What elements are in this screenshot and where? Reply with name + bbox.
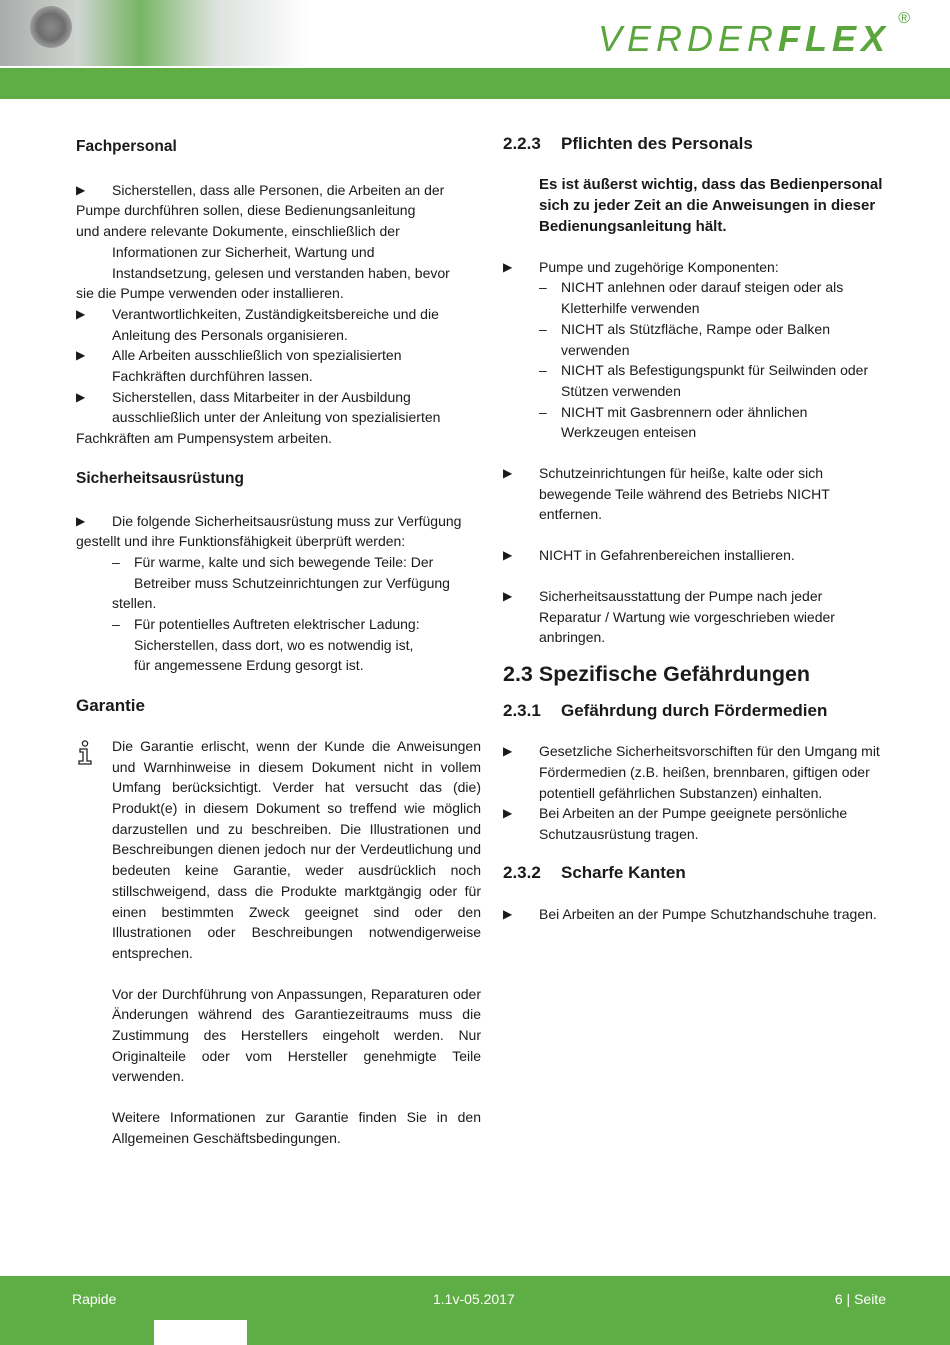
list-item: – Für warme, kalte und sich bewegende Teile: Der	[112, 553, 434, 570]
triangle-right-icon: ▶	[503, 744, 513, 759]
list-item: ▶ Pumpe und zugehörige Komponenten:	[503, 257, 898, 278]
triangle-right-icon: ▶	[76, 389, 86, 404]
triangle-right-icon: ▶	[503, 259, 513, 274]
footer-product: Rapide	[72, 1291, 117, 1307]
section-heading-2-2-3: 2.2.3 Pflichten des Personals	[503, 134, 753, 153]
pump-photo	[0, 0, 310, 66]
list-item: – NICHT anlehnen oder darauf steigen oder als Kletterhilfe verwenden	[539, 279, 844, 317]
section-title-sicherheit: Sicherheitsausrüstung	[76, 469, 244, 487]
triangle-right-icon: ▶	[76, 513, 86, 528]
important-notice: Es ist äußerst wichtig, dass das Bedienpersonal sich zu jeder Zeit an die Anweisungen in dieser Bedienungsanleitung hält.	[539, 175, 883, 235]
list-item: ▶ Alle Arbeiten ausschließlich von spezialisierten Fachkräften durchführen lassen.	[76, 347, 402, 385]
list-item: ▶ Sicherheitsausstattung der Pumpe nach jeder Reparatur / Wartung wie vorgeschrieben wieder anbringen.	[503, 587, 835, 646]
list-item: ▶ Sicherstellen, dass alle Personen, die Arbeiten an der	[76, 180, 481, 201]
page-footer	[0, 1276, 950, 1345]
registered-mark: ®	[898, 10, 910, 27]
section-heading-2-3-2: 2.3.2 Scharfe Kanten	[503, 862, 686, 882]
list-item: ▶ Sicherstellen, dass Mitarbeiter in der Ausbildung	[76, 387, 481, 408]
left-column: Fachpersonal ▶ Sicherstellen, dass alle Personen, die Arbeiten an der Pumpe durchführen sollen, diese Bedienungsanleitung und andere relevante Dokumente, einschließlich der Informationen zur Sicherheit, Wartung und Instandsetzung, gelesen und verstanden haben, bevor sie die Pumpe verwenden oder installieren. ▶ Verantwortlichkeiten, Zuständigkeitsbereiche und die Anleitung des Personals organisieren. ▶ Alle Arbeiten ausschließlich von spezialisierten Fachkräften durchführen lassen. ▶ Sicherstellen, dass Mitarbeiter in der Ausbildung ausschließlich unter der Anleitung von spezialisierten Fachkräften am Pumpensystem arbeiten. Sicherheitsausrüstung ▶ Die folgende Sicherheitsausrüstung muss zur Verfügung gestellt und ihre Funktionsfähigkeit überprüft werden: – Für warme, kalte und sich bewegende Teile: Der Betreiber muss Schutzeinrichtungen zur Verfügung stellen. – Für potentielles Auftreten elektrischer Ladung: Sicherstellen, dass dort, wo es notwendig ist, für angemessene Erdung gesorgt ist. Garantie Die Garantie erlischt, wenn der Kunde die Anweisungen und Warnhinweise in diesem Dokument nicht in vollem Umfang berücksichtigt. Verder hat versucht das (die) Produkt(e) in diesem Dokument so treffend wie möglich darzustellen und zu beschreiben. Die Illustrationen und Beschreibungen dienen jedoch nur der Verdeutlichung und bedeuten keine Garantie, weder ausdrücklich noch stillschweigend, dass die Produkte marktgängig oder für einen bestimmten Zweck geeignet sind oder den Illustrationen oder Beschreibungen notwendigerweise entsprechen. Vor der Durchführung von Anpassungen, Reparaturen oder Änderungen während des Garantiezeitraums muss die Zustimmung des Herstellers eingeholt werden. Nur Originalteile oder vom Hersteller genehmigte Teile verwenden. Weitere Informationen zur Garantie finden Sie in den Allgemeinen Geschäftsbedingungen.	[76, 138, 481, 1146]
triangle-right-icon: ▶	[503, 548, 513, 563]
footer-page-number: 6 | Seite	[834, 1291, 886, 1307]
right-column	[503, 134, 898, 924]
section-heading-2-3-1: 2.3.1 Gefährdung durch Fördermedien	[503, 700, 828, 720]
section-title-fachpersonal: Fachpersonal	[76, 138, 177, 155]
list-item: ▶ Die folgende Sicherheitsausrüstung muss zur Verfügung	[76, 511, 481, 532]
motor-image	[30, 6, 72, 48]
triangle-right-icon: ▶	[76, 348, 86, 363]
list-item: ▶ NICHT in Gefahrenbereichen installieren.	[503, 545, 898, 566]
page-header	[0, 0, 950, 66]
footer-tab	[154, 1320, 247, 1345]
header-green-bar	[0, 68, 950, 99]
triangle-right-icon: ▶	[503, 806, 513, 821]
info-icon	[76, 740, 96, 766]
triangle-right-icon: ▶	[76, 182, 86, 197]
section-title-garantie: Garantie	[76, 696, 145, 716]
list-item: ▶ Schutzeinrichtungen für heiße, kalte oder sich bewegende Teile während des Betriebs NICHT entfernen.	[503, 465, 830, 523]
triangle-right-icon: ▶	[503, 466, 513, 481]
list-item: – NICHT als Stützfläche, Rampe oder Balken verwenden	[539, 320, 830, 358]
info-block: Die Garantie erlischt, wenn der Kunde die Anweisungen und Warnhinweise in diesem Dokument nicht in vollem Umfang berücksichtigt. Verder hat versucht das (die) Produkt(e) in diesem Dokument so treffend wie möglich darzustellen und zu beschreiben. Die Illustrationen und Beschreibungen dienen jedoch nur der Verdeutlichung und bedeuten keine Garantie, weder ausdrücklich noch stillschweigend, dass die Produkte marktgängig oder für einen bestimmten Zweck geeignet sind oder den Illustrationen oder Beschreibungen notwendigerweise entsprechen.	[76, 736, 481, 964]
brand-logo: VERDERFLEX	[597, 18, 890, 59]
list-item: – NICHT als Befestigungspunkt für Seilwinden oder Stützen verwenden	[539, 362, 869, 399]
list-item: ▶ Gesetzliche Sicherheitsvorschiften für den Umgang mit Fördermedien (z.B. heißen, brennbaren, giftigen oder potentiell gefährlichen Substanzen) einhalten.	[503, 743, 880, 801]
triangle-right-icon: ▶	[503, 906, 513, 921]
list-item: ▶ Verantwortlichkeiten, Zuständigkeitsbereiche und die Anleitung des Personals organisieren.	[76, 305, 439, 343]
triangle-right-icon: ▶	[76, 306, 86, 321]
list-item: ▶ Bei Arbeiten an der Pumpe geeignete persönliche Schutzausrüstung tragen.	[503, 805, 848, 843]
triangle-right-icon: ▶	[503, 588, 513, 603]
list-item: ▶ Bei Arbeiten an der Pumpe Schutzhandschuhe tragen.	[503, 904, 898, 925]
list-item: – NICHT mit Gasbrennern oder ähnlichen Werkzeugen enteisen	[539, 403, 808, 441]
section-heading-2-3: 2.3 Spezifische Gefährdungen	[503, 661, 811, 686]
list-item: – Für potentielles Auftreten elektrischer Ladung:	[112, 616, 420, 633]
footer-version: 1.1v-05.2017	[433, 1291, 515, 1307]
